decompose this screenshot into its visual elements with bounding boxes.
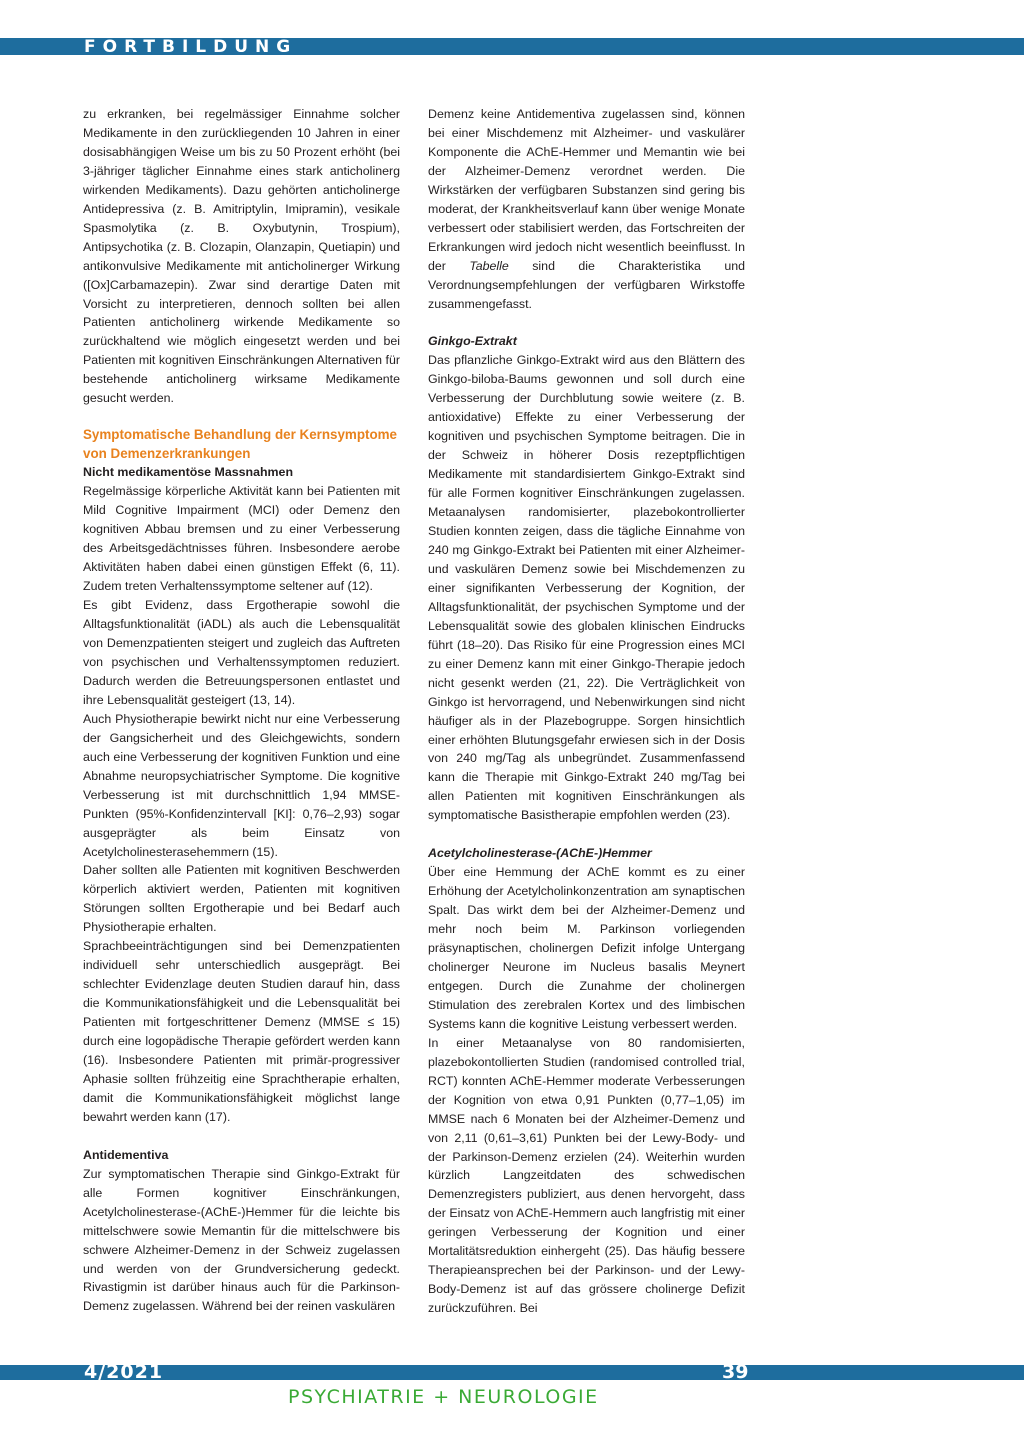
journal-title: PSYCHIATRIE + NEUROLOGIE — [288, 1386, 599, 1408]
paragraph: Auch Physiotherapie bewirkt nicht nur eine Verbesserung der Gangsicherheit und des Gleichgewichts, sondern auch eine Verbesserung der kognitiven Funktion und eine Abnahme neuropsychiatrischer Symptome. Die kognitive Verbesserung ist mit durchschnittlich 1,94 MMSE-Punkten (95%-Konfidenzintervall [KI]: 0,76–2,93) sogar ausgeprägter als beim Einsatz von Acetylcholinesterasehemmern (15). — [83, 711, 400, 859]
left-column — [83, 105, 400, 1316]
paragraph: In einer Metaanalyse von 80 randomisierten, plazebokontollierten Studien (randomised controlled trial, RCT) konnten AChE-Hemmer moderate Verbesserungen der Kognition von etwa 0,91 Punkten (0,77–1,05) im MMSE nach 6 Monaten bei der Alzheimer-Demenz und von 2,11 (0,61–3,61) Punkten bei der Lewy-Body- und der Parkinson-Demenz erzielen (24). Weiterhin wurden kürzlich Langzeitdaten des schwedischen Demenzregisters publiziert, aus denen hervorgeht, dass der Einsatz von AChE-Hemmern auch langfristig mit einer geringen Verbesserung der Kognition und einer Mortalitätsreduktion einhergeht (25). Das häufig bessere Therapieansprechen bei der Parkinson- und der Lewy-Body-Demenz ist auf das grössere cholinerge Defizit zurückzuführen. Bei — [428, 1035, 745, 1316]
paragraph: Sprachbeeinträchtigungen sind bei Demenzpatienten individuell sehr unterschiedlich ausgeprägt. Bei schlechter Evidenzlage deuten Studien darauf hin, dass die Kommunikationsfähigkeit und die Lebensqualität bei Patienten mit fortgeschrittener Demenz (MMSE ≤ 15) durch eine logopädische Therapie gefördert werden kann (16). Insbesondere Patienten mit primär-progressiver Aphasie sollten frühzeitig eine Sprachtherapie erhalten, damit die Kommunikationsfähigkeit möglichst lange bewahrt werden kann (17). — [83, 939, 400, 1124]
section-label: FORTBILDUNG — [84, 37, 298, 57]
subheading: Ginkgo-Extrakt — [428, 334, 517, 349]
text-run: sind die Charakteristika und Verordnungsempfehlungen der verfügbaren Wirkstoffe zusammengefasst. — [428, 258, 745, 311]
paragraph: Regelmässige körperliche Aktivität kann bei Patienten mit Mild Cognitive Impairment (MCI) oder Demenz den kognitiven Abbau bremsen und zu einer Verbesserung des Arbeitsgedächtnisses führen. Insbesondere aerobe Aktivitäten haben dabei einen günstigen Effekt (6, 11). Zudem treten Verhaltenssymptome seltener auf (12). — [83, 484, 400, 594]
paragraph: Zur symptomatischen Therapie sind Ginkgo-Extrakt für alle Formen kognitiver Einschränkungen, Acetylcholinesterase-(AChE-)Hemmer für die leichte bis mittelschwere sowie Memantin für die mittelschwere bis schwere Alzheimer-Demenz in der Schweiz zugelassen und werden von der Grundversicherung gedeckt. Rivastigmin ist darüber hinaus auch für die Parkinson-Demenz zugelassen. Während bei der reinen vaskulären — [83, 1166, 400, 1314]
subheading: Acetylcholinesterase-(AChE-)Hemmer — [428, 846, 652, 861]
section-heading: Symptomatische Behandlung der Kernsymptome von Demenzerkrankungen — [83, 427, 397, 461]
paragraph: Über eine Hemmung der AChE kommt es zu einer Erhöhung der Acetylcholinkonzentration am synaptischen Spalt. Das wirkt dem bei der Alzheimer-Demenz und mehr noch beim M. Parkinson vorliegenden präsynaptischen, cholinergen Defizit infolge Untergang cholinerger Neurone im Nucleus basalis Meynert entgegen. Durch die Zunahme der cholinergen Stimulation des zerebralen Kortex und des limbischen Systems kann die kognitive Leistung verbessert werden. — [428, 865, 745, 1031]
paragraph: Daher sollten alle Patienten mit kognitiven Beschwerden körperlich aktiviert werden, Patienten mit kognitiven Störungen sollten Ergotherapie und bei Bedarf auch Physiotherapie erhalten. — [83, 863, 400, 935]
paragraph — [428, 105, 745, 313]
paragraph: Das pflanzliche Ginkgo-Extrakt wird aus den Blättern des Ginkgo-biloba-Baums gewonnen und soll durch eine Verbesserung der Durchblutung sowie weitere (z. B. antioxidative) Effekte zu einer Verbesserung der kognitiven und psychischen Symptome beitragen. Die in der Schweiz in höherer Dosis rezeptpflichtigen Medikamente mit standardisiertem Ginkgo-Extrakt sind für alle Formen kognitiver Einschränkungen zugelassen. Metaanalysen randomisierter, plazebokontrollierter Studien konnten zeigen, dass die tägliche Einnahme von 240 mg Ginkgo-Extrakt bei Patienten mit einer Alzheimer- und vaskulären Demenz sowie bei Mischdemenzen zu einer signifikanten Verbesserung der Kognition, der Alltagsfunktionalität, der psychischen Symptome und der Lebensqualität sowie des globalen klinischen Eindrucks führt (18–20). Das Risiko für eine Progression eines MCI zu einer Demenz kann mit einer Ginkgo-Therapie jedoch nicht gesenkt werden (21, 22). Die Verträglichkeit von Ginkgo ist hervorragend, und Nebenwirkungen sind nicht häufiger als in der Plazebogruppe. Sorgen hinsichtlich einer erhöhten Blutungsgefahr erwiesen sich in der Dosis von 240 mg/Tag als unbegründet. Zusammenfassend kann die Therapie mit Ginkgo-Extrakt 240 mg/Tag bei allen Patienten mit kognitiven Einschränkungen als symptomatische Basistherapie empfohlen werden (23). — [428, 353, 745, 823]
subheading: Antidementiva — [83, 1147, 169, 1162]
subheading: Nicht medikamentöse Massnahmen — [83, 465, 294, 480]
text-run: Demenz keine Antidementiva zugelassen sind, können bei einer Mischdemenz mit Alzheimer- und vaskulärer Komponente die AChE-Hemmer und Memantin wie bei der Alzheimer-Demenz verordnet werden. Die Wirkstärken der verfügbaren Substanzen sind gering bis moderat, der Krankheitsverlauf kann über wenige Monate verbessert oder stabilisiert werden, das Fortschreiten der Erkrankungen wird jedoch nicht wesentlich beeinflusst. In der — [428, 107, 745, 273]
page-number: 39 — [722, 1361, 749, 1383]
issue-number: 4/2021 — [84, 1361, 164, 1383]
right-column — [428, 105, 745, 1318]
table-reference: Tabelle — [469, 258, 509, 273]
paragraph: zu erkranken, bei regelmässiger Einnahme solcher Medikamente in den zurückliegenden 10 Jahren in einer dosisabhängigen Weise um bis zu 50 Prozent erhöht (bei 3-jähriger täglicher Einnahme eines stark anticholinerg wirkenden Medikaments). Dazu gehörten anticholinerge Antidepressiva (z. B. Amitriptylin, Imipramin), vesikale Spasmolytika (z. B. Oxybutynin, Trospium), Antipsychotika (z. B. Clozapin, Olanzapin, Quetiapin) und antikonvulsive Medikamente mit anticholinerger Wirkung ([Ox]Carbamazepin). Zwar sind derartige Daten mit Vorsicht zu interpretieren, dennoch sollten bei allen Patienten anticholinerg wirkende Medikamente so zurückhaltend wie möglich eingesetzt werden und bei Patienten mit kognitiven Einschränkungen Alternativen für bestehende anticholinerg wirksame Medikamente gesucht werden. — [83, 107, 400, 406]
paragraph: Es gibt Evidenz, dass Ergotherapie sowohl die Alltagsfunktionalität (iADL) als auch die Lebensqualität von Demenzpatienten steigert und zugleich das Auftreten von psychischen und Verhaltenssymptomen reduziert. Dadurch werden die Betreuungspersonen entlastet und ihre Lebensqualität gesteigert (13, 14). — [83, 598, 400, 707]
